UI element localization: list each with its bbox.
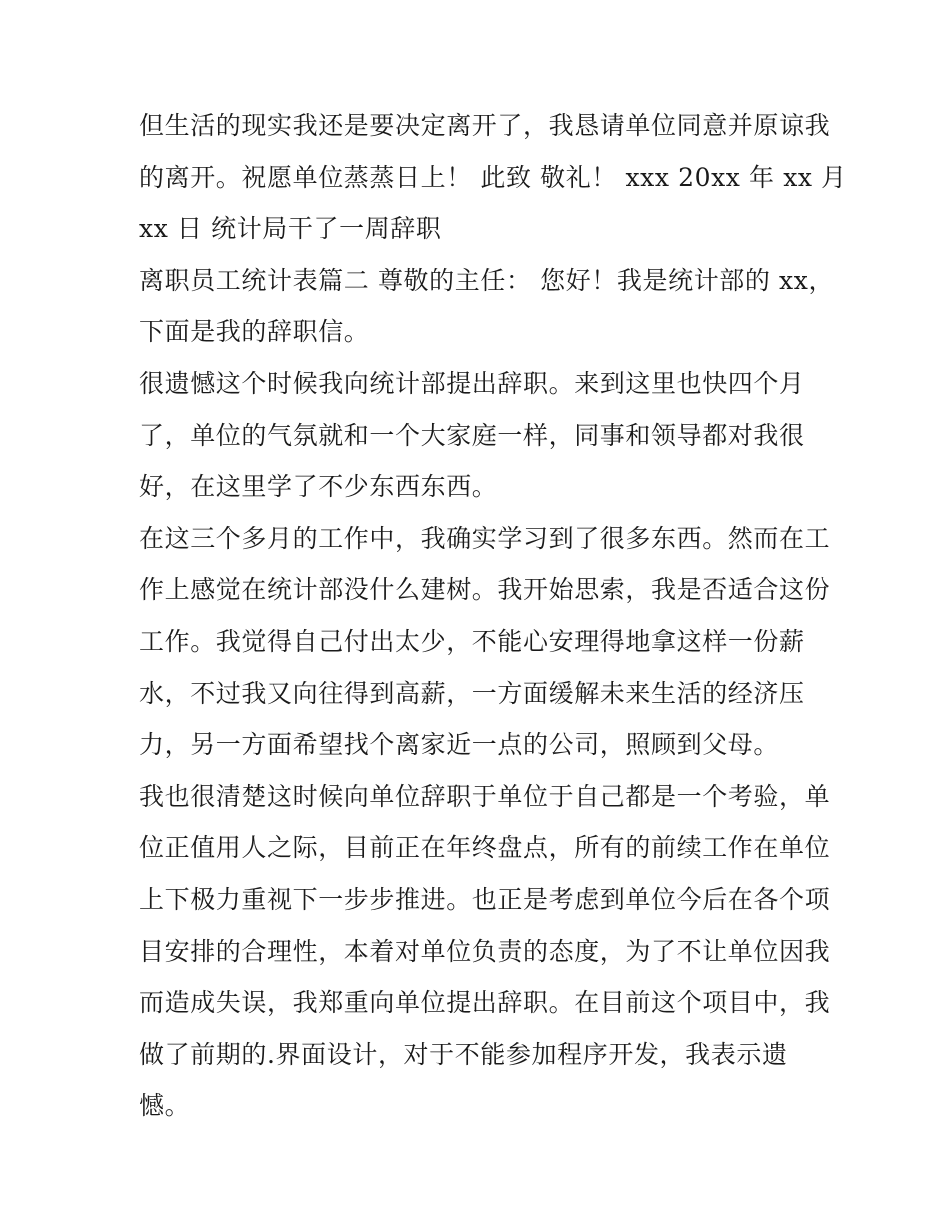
document-body [139,100,847,1132]
text-line: 在这三个多月的工作中，我确实学习到了很多东西。然而在工 [139,523,831,553]
text-line: 的离开。祝愿单位蒸蒸日上！ 此致 敬礼！ xxx 20xx 年 xx 月 [139,162,847,192]
text-line: 但生活的现实我还是要决定离开了，我恳请单位同意并原谅我 [139,111,831,140]
text-line: 位正值用人之际，目前正在年终盘点，所有的前续工作在单位 [139,833,831,863]
text-line: xx 日 统计局干了一周辞职 [139,214,442,244]
text-line: 作上感觉在统计部没什么建树。我开始思索，我是否适合这份 [139,575,831,605]
text-line: 上下极力重视下一步步推进。也正是考虑到单位今后在各个项 [139,884,831,914]
text-line: 工作。我觉得自己付出太少，不能心安理得地拿这样一份薪 [139,626,805,656]
text-line: 很遗憾这个时候我向统计部提出辞职。来到这里也快四个月 [139,368,805,398]
text-line: 好，在这里学了不少东西东西。 [139,472,498,502]
text-line: 水，不过我又向往得到高薪，一方面缓解未来生活的经济压 [139,678,805,708]
text-line: 下面是我的辞职信。 [139,317,370,347]
text-line: 憾。 [139,1091,191,1121]
text-line: 了，单位的气氛就和一个大家庭一样，同事和领导都对我很 [139,420,805,450]
text-line: 离职员工统计表篇二 尊敬的主任： 您好！我是统计部的 xx， [139,265,835,295]
text-line: 而造成失误，我郑重向单位提出辞职。在目前这个项目中，我 [139,988,831,1018]
text-line: 我也很清楚这时候向单位辞职于单位于自己都是一个考验，单 [139,781,831,811]
text-line: 力，另一方面希望找个离家近一点的公司，照顾到父母。 [139,730,780,760]
text-line: 目安排的合理性，本着对单位负责的态度，为了不让单位因我 [139,936,831,966]
text-line: 做了前期的.界面设计，对于不能参加程序开发，我表示遗 [139,1039,788,1069]
